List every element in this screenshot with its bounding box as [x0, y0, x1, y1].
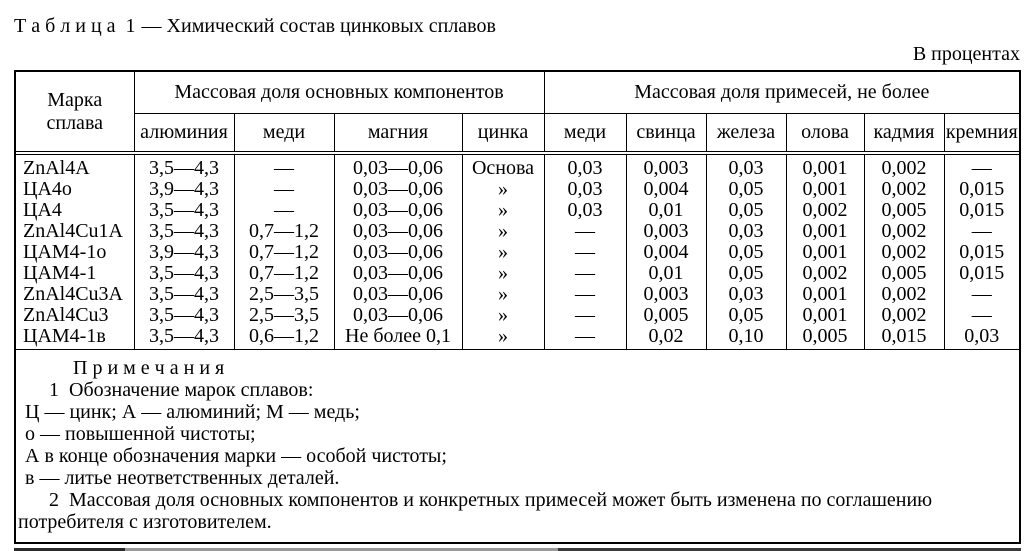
col-group-impurities: Массовая доля примесей, не более: [544, 72, 1019, 114]
composition-value-cell: 0,03—0,06: [334, 284, 462, 305]
composition-value-cell: 3,5—4,3: [134, 305, 234, 326]
composition-value-cell: 0,001: [786, 242, 864, 263]
col-header-aluminium: алюминия: [134, 114, 234, 154]
composition-value-cell: »: [462, 284, 544, 305]
composition-value-cell: »: [462, 179, 544, 200]
composition-value-cell: 0,004: [626, 242, 706, 263]
composition-value-cell: 0,7—1,2: [234, 263, 334, 284]
composition-value-cell: »: [462, 263, 544, 284]
composition-value-cell: 2,5—3,5: [234, 284, 334, 305]
composition-value-cell: 0,7—1,2: [234, 242, 334, 263]
col-header-silicon: кремния: [944, 114, 1019, 154]
composition-value-cell: 0,03—0,06: [334, 263, 462, 284]
composition-value-cell: 3,5—4,3: [134, 326, 234, 350]
composition-value-cell: —: [971, 157, 992, 179]
composition-value-cell: —: [234, 153, 334, 179]
composition-value-cell: 0,015: [959, 178, 1005, 200]
col-header-iron: железа: [706, 114, 786, 154]
composition-value-cell: —: [971, 283, 992, 305]
composition-value-cell: 0,002: [864, 305, 944, 326]
note-line: Ц — цинк; А — алюминий; М — медь;: [25, 401, 360, 423]
composition-value-cell: 0,7—1,2: [234, 221, 334, 242]
composition-value-cell: »: [462, 326, 544, 350]
col-header-tin: олова: [786, 114, 864, 154]
composition-value-cell: 0,03: [706, 221, 786, 242]
table-row: [16, 326, 1019, 350]
table-caption: [14, 14, 1021, 38]
notes-heading: П р и м е ч а н и я: [73, 357, 225, 379]
composition-value-cell: 0,03: [544, 153, 626, 179]
composition-value-cell: 0,001: [786, 221, 864, 242]
composition-value-cell: —: [544, 242, 626, 263]
alloy-brand-cell: ZnAl4Cu3: [16, 305, 134, 326]
composition-value-cell: 3,9—4,3: [134, 242, 234, 263]
composition-value-cell: 0,05: [706, 179, 786, 200]
table-row: [16, 263, 1019, 284]
composition-value-cell: 0,6—1,2: [234, 326, 334, 350]
alloy-composition-table: [16, 72, 1019, 350]
col-header-magnesium: магния: [334, 114, 462, 154]
composition-value-cell: 0,03—0,06: [334, 305, 462, 326]
col-group-main-components: Массовая доля основных компонентов: [134, 72, 544, 114]
table-row: [16, 242, 1019, 263]
composition-value-cell: 0,002: [786, 200, 864, 221]
col-header-cadmium: кадмия: [864, 114, 944, 154]
composition-value-cell: 0,05: [706, 263, 786, 284]
table-row: [16, 284, 1019, 305]
composition-value-cell: —: [544, 326, 626, 350]
table-row: [16, 305, 1019, 326]
note-line: в — литье неответственных деталей.: [25, 467, 340, 489]
composition-value-cell: 0,03: [964, 325, 1000, 347]
table-row: [16, 179, 1019, 200]
composition-value-cell: 3,5—4,3: [134, 263, 234, 284]
composition-value-cell: 0,03: [544, 200, 626, 221]
alloy-brand-cell: ZnAl4A: [16, 153, 134, 179]
composition-value-cell: 0,005: [864, 263, 944, 284]
composition-value-cell: 0,05: [706, 200, 786, 221]
composition-value-cell: 0,002: [864, 179, 944, 200]
table-frame: [14, 70, 1021, 544]
composition-value-cell: 0,015: [959, 262, 1005, 284]
composition-value-cell: 0,01: [626, 200, 706, 221]
composition-value-cell: —: [971, 304, 992, 326]
composition-value-cell: 0,05: [706, 242, 786, 263]
table-caption-number: Т а б л и ц а 1: [14, 15, 136, 37]
note-line: 2 Массовая доля основных компонентов и конкретных примесей может быть изменена по соглашению: [49, 489, 933, 511]
composition-value-cell: 0,015: [959, 241, 1005, 263]
composition-value-cell: Основа: [462, 153, 544, 179]
composition-value-cell: 0,03—0,06: [334, 179, 462, 200]
table-row: [16, 153, 1019, 179]
composition-value-cell: 3,5—4,3: [134, 153, 234, 179]
composition-value-cell: 0,10: [706, 326, 786, 350]
composition-value-cell: 0,01: [626, 263, 706, 284]
header-sub-row: [16, 114, 1019, 154]
composition-value-cell: 0,001: [786, 305, 864, 326]
composition-value-cell: 0,05: [706, 305, 786, 326]
col-header-brand: Марка сплава: [16, 72, 134, 153]
alloy-brand-cell: ZnAl4Cu1A: [16, 221, 134, 242]
composition-value-cell: 0,03—0,06: [334, 200, 462, 221]
col-header-copper-main: меди: [234, 114, 334, 154]
composition-value-cell: 0,03: [706, 153, 786, 179]
composition-value-cell: 0,003: [626, 221, 706, 242]
composition-value-cell: 0,015: [864, 326, 944, 350]
composition-value-cell: 0,002: [864, 242, 944, 263]
composition-value-cell: 0,001: [786, 284, 864, 305]
composition-value-cell: 0,002: [864, 153, 944, 179]
composition-value-cell: 0,03: [706, 284, 786, 305]
composition-value-cell: Не более 0,1: [334, 326, 462, 350]
composition-value-cell: »: [462, 221, 544, 242]
composition-value-cell: 3,5—4,3: [134, 221, 234, 242]
composition-value-cell: 2,5—3,5: [234, 305, 334, 326]
composition-value-cell: 0,003: [626, 153, 706, 179]
note-line: о — повышенной чистоты;: [25, 423, 256, 445]
units-label: В процентах: [912, 43, 1020, 65]
alloy-brand-cell: ZnAl4Cu3A: [16, 284, 134, 305]
composition-value-cell: 0,005: [786, 326, 864, 350]
composition-value-cell: 0,03—0,06: [334, 221, 462, 242]
composition-value-cell: »: [462, 200, 544, 221]
composition-value-cell: 0,002: [864, 284, 944, 305]
composition-value-cell: —: [544, 221, 626, 242]
header-group-row: [16, 72, 1019, 114]
composition-value-cell: »: [462, 305, 544, 326]
composition-value-cell: 0,003: [626, 284, 706, 305]
composition-value-cell: 0,001: [786, 179, 864, 200]
composition-value-cell: —: [234, 179, 334, 200]
col-header-zinc: цинка: [462, 114, 544, 154]
alloy-brand-cell: ЦАМ4-1о: [16, 242, 134, 263]
composition-value-cell: 0,03: [544, 179, 626, 200]
composition-value-cell: 3,5—4,3: [134, 284, 234, 305]
note-line: А в конце обозначения марки — особой чистоты;: [25, 445, 447, 467]
composition-value-cell: 0,004: [626, 179, 706, 200]
composition-value-cell: 3,9—4,3: [134, 179, 234, 200]
composition-value-cell: —: [544, 305, 626, 326]
table-row: [16, 221, 1019, 242]
note-line: 1 Обозначение марок сплавов:: [49, 379, 314, 401]
composition-value-cell: 0,002: [786, 263, 864, 284]
composition-value-cell: 0,005: [626, 305, 706, 326]
table-body: [16, 153, 1019, 350]
col-header-copper-impurity: меди: [544, 114, 626, 154]
composition-value-cell: —: [544, 284, 626, 305]
table-caption-title: — Химический состав цинковых сплавов: [141, 15, 496, 37]
composition-value-cell: 0,005: [864, 200, 944, 221]
col-header-lead: свинца: [626, 114, 706, 154]
notes-section: [16, 350, 1019, 542]
composition-value-cell: »: [462, 242, 544, 263]
composition-value-cell: 0,03—0,06: [334, 242, 462, 263]
composition-value-cell: 0,015: [959, 199, 1005, 221]
composition-value-cell: 3,5—4,3: [134, 200, 234, 221]
note-line: потребителя с изготовителем.: [18, 511, 272, 533]
composition-value-cell: —: [234, 200, 334, 221]
alloy-brand-cell: ЦА4: [16, 200, 134, 221]
composition-value-cell: 0,03—0,06: [334, 153, 462, 179]
composition-value-cell: —: [544, 263, 626, 284]
composition-value-cell: 0,002: [864, 221, 944, 242]
table-row: [16, 200, 1019, 221]
composition-value-cell: 0,02: [626, 326, 706, 350]
alloy-brand-cell: ЦАМ4-1в: [16, 326, 134, 350]
composition-value-cell: 0,001: [786, 153, 864, 179]
alloy-brand-cell: ЦА4о: [16, 179, 134, 200]
table-header: [16, 72, 1019, 153]
composition-value-cell: —: [971, 220, 992, 242]
alloy-brand-cell: ЦАМ4-1: [16, 263, 134, 284]
